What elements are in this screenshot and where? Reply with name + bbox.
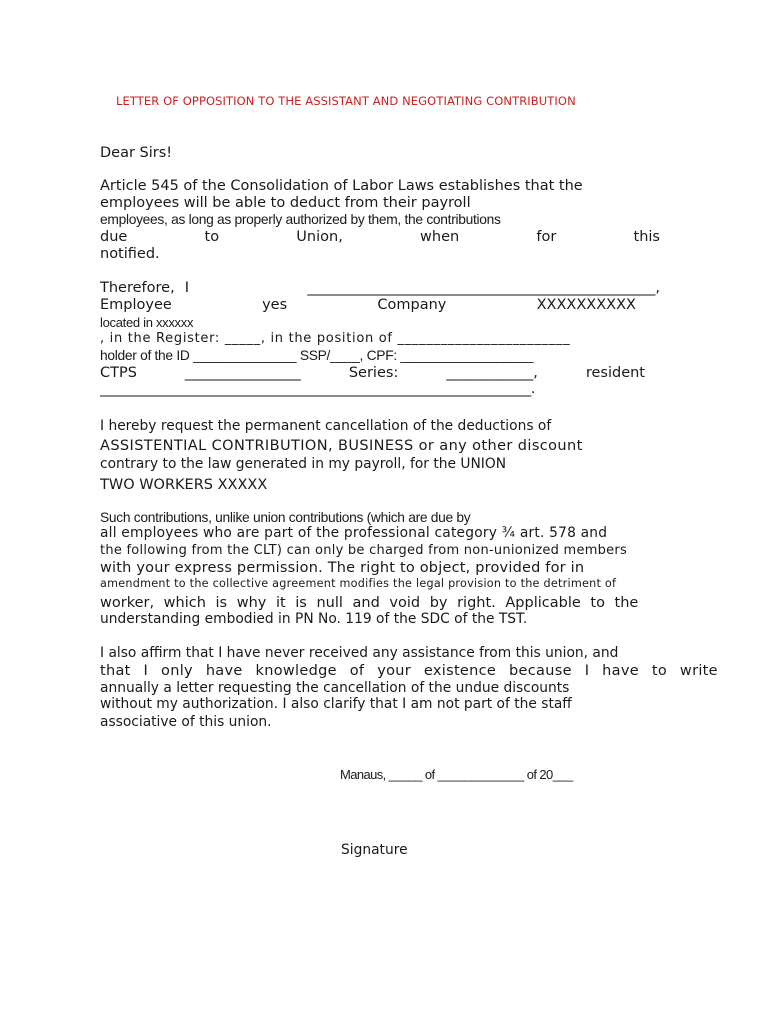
place-date-line: Manaus, _____ of _____________ of 20___ xyxy=(340,767,573,782)
para3-line7: understanding embodied in PN No. 119 of the SDC of the TST. xyxy=(100,611,528,627)
para3-line5: amendment to the collective agreement modifies the legal provision to the detriment of xyxy=(100,577,617,590)
word: I xyxy=(184,280,189,296)
para3-line6: worker, which is why it is null and void by right. Applicable to the xyxy=(100,595,639,611)
word: Therefore, xyxy=(100,280,175,296)
para2-line2: ASSISTENTIAL CONTRIBUTION, BUSINESS or any other discount xyxy=(100,438,583,454)
word: ____________, xyxy=(446,365,538,381)
para2-line1: I hereby request the permanent cancellation of the deductions of xyxy=(100,418,552,434)
para2-line4: TWO WORKERS XXXXX xyxy=(100,477,268,493)
para2-line3: contrary to the law generated in my payroll, for the UNION xyxy=(100,456,507,472)
form-line2 xyxy=(100,298,636,313)
para4-line2: that I only have knowledge of your existence because I have to write xyxy=(100,663,718,679)
para1-line4 xyxy=(100,230,660,245)
word: Series: xyxy=(348,365,399,381)
para4-line5: associative of this union. xyxy=(100,714,272,730)
para3-line4: with your express permission. The right to object, provided for in xyxy=(100,560,585,576)
para4-line3: annually a letter requesting the cancellation of the undue discounts xyxy=(100,680,570,696)
form-line4: , in the Register: _____, in the position of ________________________ xyxy=(100,331,571,346)
word: CTPS xyxy=(100,365,137,381)
salutation: Dear Sirs! xyxy=(100,145,173,161)
word: Employee xyxy=(100,297,172,313)
form-line7: ______________________________________________________________. xyxy=(100,381,536,397)
word: Union, xyxy=(296,229,343,245)
name-blank: ________________________________________________, xyxy=(307,280,660,296)
form-line3: located in xxxxxx xyxy=(100,315,194,330)
form-line1 xyxy=(100,281,660,296)
word: this xyxy=(633,229,660,245)
para1-line3: employees, as long as properly authorized by them, the contributions xyxy=(100,212,501,227)
word: for xyxy=(536,229,557,245)
word: XXXXXXXXXX xyxy=(536,297,636,313)
para4-line1: I also affirm that I have never received any assistance from this union, and xyxy=(100,645,619,661)
signature-label: Signature xyxy=(341,842,408,858)
form-line5: holder of the ID ______________ SSP/____, CPF: __________________ xyxy=(100,348,534,363)
word: due xyxy=(100,229,128,245)
para4-line4: without my authorization. I also clarify that I am not part of the staff xyxy=(100,696,572,712)
para3-line2: all employees who are part of the professional category ¾ art. 578 and xyxy=(100,525,608,541)
word: to xyxy=(204,229,220,245)
para1-line5: notified. xyxy=(100,246,160,262)
word: Company xyxy=(377,297,447,313)
word: when xyxy=(420,229,460,245)
para3-line1: Such contributions, unlike union contributions (which are due by xyxy=(100,510,471,525)
word: resident xyxy=(585,365,645,381)
word: ________________ xyxy=(184,365,301,381)
para3-line3: the following from the CLT) can only be charged from non-unionized members xyxy=(100,543,627,558)
form-line6 xyxy=(100,366,645,381)
para1-line1: Article 545 of the Consolidation of Labor Laws establishes that the xyxy=(100,178,583,194)
para1-line2: employees will be able to deduct from their payroll xyxy=(100,195,471,211)
letter-title: LETTER OF OPPOSITION TO THE ASSISTANT AND NEGOTIATING CONTRIBUTION xyxy=(116,94,576,108)
word: yes xyxy=(262,297,288,313)
